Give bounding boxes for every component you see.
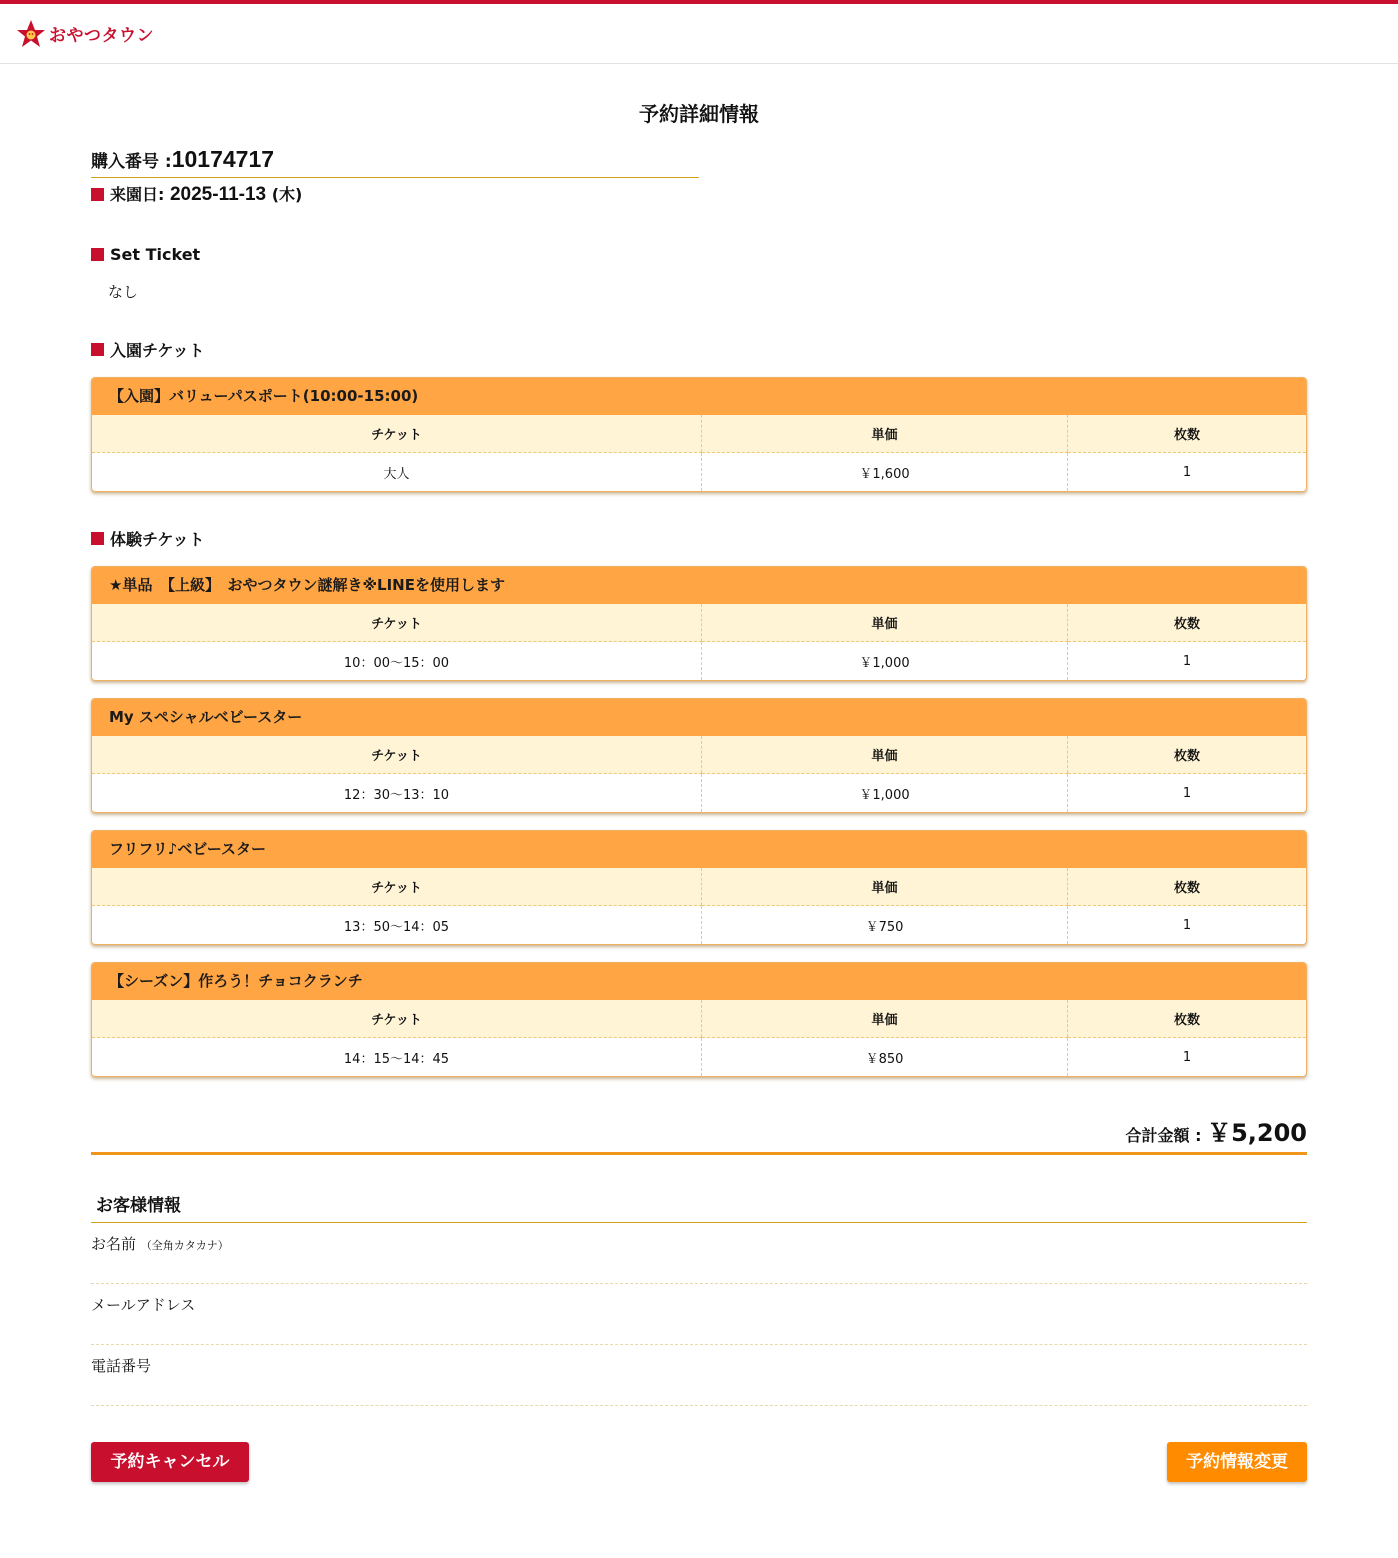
ticket-card bbox=[91, 566, 1307, 681]
total-amount-row bbox=[91, 1113, 1307, 1155]
cell-ticket: 14：15～14：45 bbox=[343, 1051, 450, 1067]
col-header-price: 単価 bbox=[702, 868, 1068, 906]
change-reservation-button[interactable]: 予約情報変更 bbox=[1167, 1442, 1307, 1482]
col-header-qty: 枚数 bbox=[1068, 868, 1307, 906]
bullet-square-icon bbox=[91, 532, 104, 545]
cell-qty: 1 bbox=[1068, 774, 1307, 813]
cell-qty: 1 bbox=[1068, 453, 1307, 492]
set-ticket-heading bbox=[91, 242, 1307, 266]
ticket-card-title: My スペシャルベビースター bbox=[92, 699, 1306, 736]
col-header-price: 単価 bbox=[702, 736, 1068, 774]
star-logo-icon bbox=[16, 19, 46, 49]
ticket-card-title: 【入園】バリューパスポート(10:00-15:00) bbox=[92, 378, 1306, 415]
cell-qty: 1 bbox=[1068, 1038, 1307, 1077]
col-header-ticket: チケット bbox=[92, 868, 702, 906]
logo-text: おやつタウン bbox=[49, 26, 154, 46]
entry-ticket-heading bbox=[91, 337, 1307, 361]
visit-date-row bbox=[91, 182, 1307, 206]
col-header-price: 単価 bbox=[702, 604, 1068, 642]
ticket-table bbox=[92, 415, 1306, 491]
ticket-card bbox=[91, 962, 1307, 1077]
experience-ticket-heading bbox=[91, 526, 1307, 550]
visit-date-value: 2025-11-13 bbox=[169, 184, 267, 205]
purchase-number-label: 購入番号 : bbox=[91, 152, 172, 172]
customer-phone-label: 電話番号 bbox=[91, 1357, 152, 1375]
ticket-card bbox=[91, 377, 1307, 492]
ticket-card-title: フリフリ♪ベビースター bbox=[92, 831, 1306, 868]
customer-info-title: お客様情報 bbox=[91, 1191, 1307, 1223]
ticket-table bbox=[92, 604, 1306, 680]
set-ticket-value: なし bbox=[108, 283, 139, 301]
cell-ticket: 13：50～14：05 bbox=[343, 919, 450, 935]
col-header-qty: 枚数 bbox=[1068, 415, 1307, 453]
purchase-number-value: 10174717 bbox=[171, 146, 275, 172]
site-logo[interactable] bbox=[16, 19, 154, 49]
ticket-table bbox=[92, 736, 1306, 812]
col-header-qty: 枚数 bbox=[1068, 1000, 1307, 1038]
cell-price: ￥750 bbox=[702, 906, 1068, 945]
visit-date-label: 来園日: bbox=[110, 185, 165, 204]
total-amount-label: 合計金額 : bbox=[1125, 1126, 1202, 1145]
bullet-square-icon bbox=[91, 248, 104, 261]
entry-ticket-list bbox=[91, 377, 1307, 492]
site-header bbox=[0, 4, 1398, 64]
page-title: 予約詳細情報 bbox=[639, 102, 759, 126]
col-header-qty: 枚数 bbox=[1068, 736, 1307, 774]
action-buttons bbox=[91, 1442, 1307, 1482]
reservation-detail bbox=[91, 100, 1307, 1482]
ticket-card bbox=[91, 698, 1307, 813]
col-header-ticket: チケット bbox=[92, 415, 702, 453]
cell-price: ￥1,000 bbox=[702, 774, 1068, 813]
table-row bbox=[92, 774, 1306, 813]
table-row bbox=[92, 642, 1306, 681]
col-header-price: 単価 bbox=[702, 1000, 1068, 1038]
cell-price: ￥850 bbox=[702, 1038, 1068, 1077]
entry-ticket-label: 入園チケット bbox=[110, 340, 205, 360]
ticket-card-title: 【シーズン】作ろう！チョコクランチ bbox=[92, 963, 1306, 1000]
cancel-reservation-button[interactable]: 予約キャンセル bbox=[91, 1442, 249, 1482]
col-header-ticket: チケット bbox=[92, 736, 702, 774]
cell-price: ￥1,000 bbox=[702, 642, 1068, 681]
customer-phone-field bbox=[91, 1345, 1307, 1406]
col-header-ticket: チケット bbox=[92, 1000, 702, 1038]
cell-price: ￥1,600 bbox=[702, 453, 1068, 492]
cell-ticket: 12：30～13：10 bbox=[343, 787, 450, 803]
customer-email-label: メールアドレス bbox=[91, 1296, 196, 1314]
ticket-table bbox=[92, 868, 1306, 944]
ticket-card-title: ★単品 【上級】 おやつタウン謎解き※LINEを使用します bbox=[92, 567, 1306, 604]
experience-ticket-list bbox=[91, 566, 1307, 1077]
table-row bbox=[92, 1038, 1306, 1077]
customer-name-label: お名前 bbox=[91, 1235, 137, 1253]
cell-qty: 1 bbox=[1068, 906, 1307, 945]
visit-weekday: (木) bbox=[271, 185, 303, 204]
ticket-card bbox=[91, 830, 1307, 945]
col-header-ticket: チケット bbox=[92, 604, 702, 642]
col-header-qty: 枚数 bbox=[1068, 604, 1307, 642]
set-ticket-label: Set Ticket bbox=[110, 244, 201, 264]
table-row bbox=[92, 906, 1306, 945]
bullet-square-icon bbox=[91, 343, 104, 356]
cell-qty: 1 bbox=[1068, 642, 1307, 681]
experience-ticket-label: 体験チケット bbox=[110, 529, 205, 549]
col-header-price: 単価 bbox=[702, 415, 1068, 453]
total-amount-value: ￥5,200 bbox=[1207, 1119, 1307, 1147]
cell-ticket: 大人 bbox=[383, 466, 410, 482]
ticket-table bbox=[92, 1000, 1306, 1076]
customer-name-field bbox=[91, 1223, 1307, 1284]
customer-email-field bbox=[91, 1284, 1307, 1345]
cell-ticket: 10：00～15：00 bbox=[343, 655, 450, 671]
bullet-square-icon bbox=[91, 188, 104, 201]
table-row bbox=[92, 453, 1306, 492]
customer-name-note: （全角カタカナ） bbox=[140, 1239, 229, 1252]
purchase-number-row bbox=[91, 146, 699, 178]
